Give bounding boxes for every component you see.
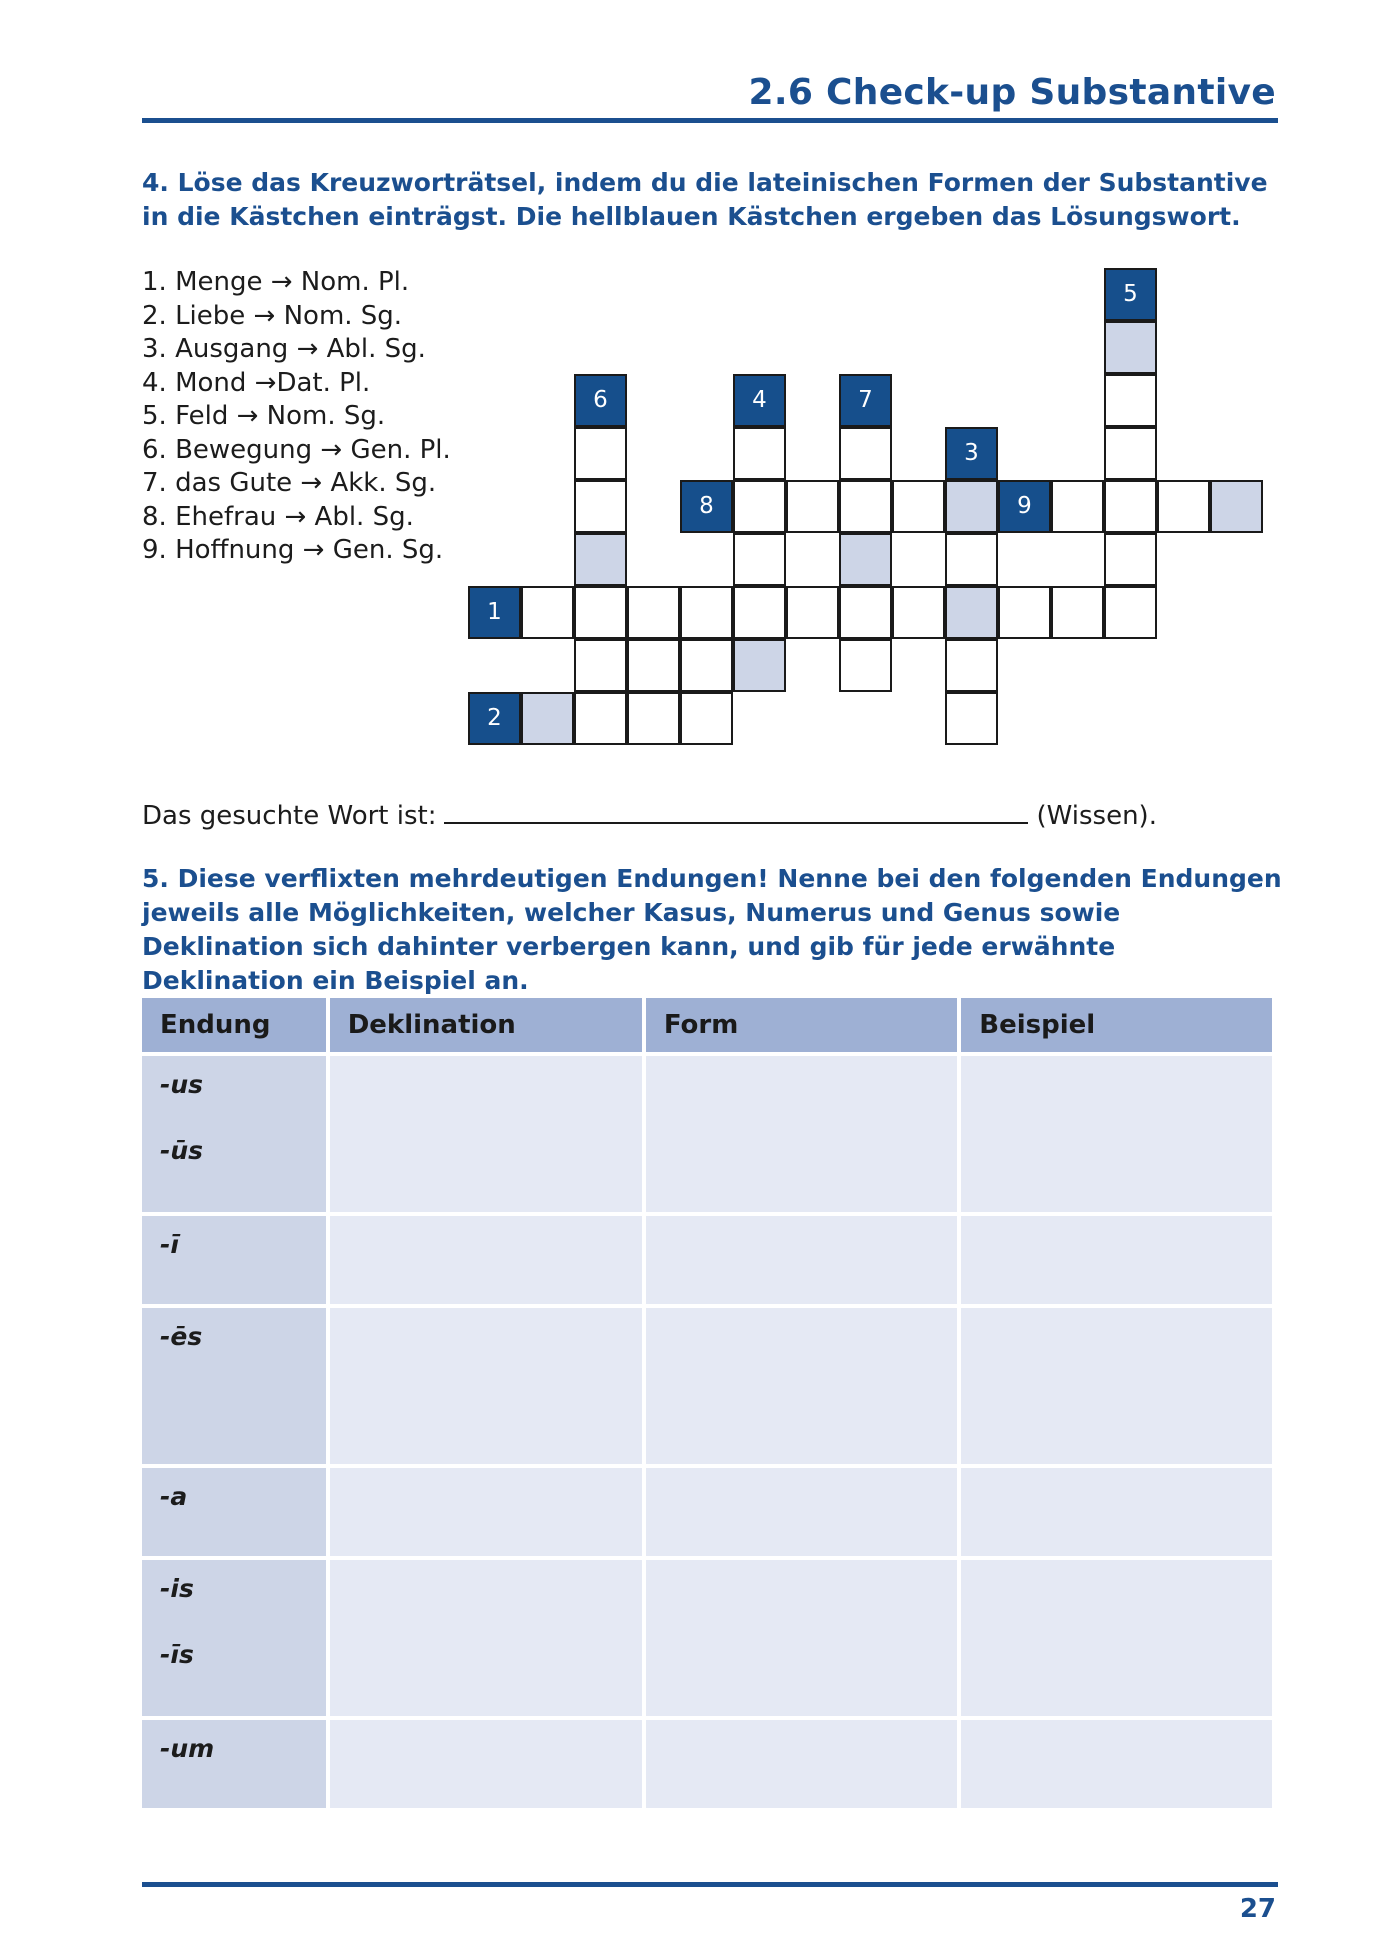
crossword-cell[interactable]	[1104, 480, 1157, 533]
deklination-cell[interactable]	[330, 1056, 642, 1212]
crossword-cell[interactable]	[839, 639, 892, 692]
deklination-cell[interactable]	[330, 1468, 642, 1556]
beispiel-cell[interactable]	[961, 1308, 1272, 1464]
crossword-number-cell: 9	[998, 480, 1051, 533]
clue-item: 5. Feld → Nom. Sg.	[142, 401, 386, 431]
header-endung: Endung	[142, 998, 326, 1052]
crossword-solution-cell[interactable]	[574, 533, 627, 586]
table-row	[142, 1216, 1272, 1304]
clue-item: 7. das Gute → Akk. Sg.	[142, 468, 437, 498]
answer-prefix: Das gesuchte Wort ist:	[142, 801, 437, 831]
crossword-number-cell: 4	[733, 374, 786, 427]
crossword-cell[interactable]	[733, 480, 786, 533]
crossword-cell[interactable]	[574, 639, 627, 692]
crossword-cell[interactable]	[627, 586, 680, 639]
clue-item: 6. Bewegung → Gen. Pl.	[142, 434, 451, 465]
crossword-cell[interactable]	[680, 639, 733, 692]
clue-item: 8. Ehefrau → Abl. Sg.	[142, 501, 414, 532]
ending-cell	[142, 1216, 326, 1304]
clue-item: 4. Mond →Dat. Pl.	[142, 367, 371, 398]
ending-label: -a	[160, 1482, 188, 1511]
deklination-cell[interactable]	[330, 1308, 642, 1464]
clue-item: 2. Liebe → Nom. Sg.	[142, 300, 403, 331]
crossword-solution-cell[interactable]	[1210, 480, 1263, 533]
crossword-number-cell: 3	[945, 427, 998, 480]
crossword-solution-cell[interactable]	[733, 639, 786, 692]
clue-item: 9. Hoffnung → Gen. Sg.	[142, 535, 444, 565]
crossword-cell[interactable]	[839, 586, 892, 639]
crossword-solution-cell[interactable]	[1104, 321, 1157, 374]
crossword-cell[interactable]	[1104, 533, 1157, 586]
beispiel-cell[interactable]	[961, 1468, 1272, 1556]
answer-suffix: (Wissen).	[1036, 801, 1157, 831]
ending-label: -īs	[160, 1640, 194, 1669]
crossword-cell[interactable]	[680, 692, 733, 745]
form-cell[interactable]	[646, 1720, 957, 1808]
crossword-cell[interactable]	[574, 692, 627, 745]
crossword-cell[interactable]	[574, 480, 627, 533]
beispiel-cell[interactable]	[961, 1720, 1272, 1808]
ending-label: -um	[160, 1734, 215, 1763]
page-number: 27	[1239, 1894, 1276, 1924]
clue-item: 3. Ausgang → Abl. Sg.	[142, 334, 426, 364]
table-row	[142, 1468, 1272, 1556]
crossword-cell[interactable]	[574, 427, 627, 480]
ending-cell	[142, 1056, 326, 1212]
crossword-cell[interactable]	[521, 586, 574, 639]
header-form: Form	[646, 998, 957, 1052]
crossword-cell[interactable]	[945, 692, 998, 745]
ending-label: -us	[160, 1070, 204, 1099]
beispiel-cell[interactable]	[961, 1216, 1272, 1304]
crossword-cell[interactable]	[680, 586, 733, 639]
crossword-number-cell: 1	[468, 586, 521, 639]
crossword-solution-cell[interactable]	[521, 692, 574, 745]
form-cell[interactable]	[646, 1560, 957, 1716]
crossword-cell[interactable]	[627, 692, 680, 745]
crossword-cell[interactable]	[733, 427, 786, 480]
form-cell[interactable]	[646, 1216, 957, 1304]
ending-cell	[142, 1468, 326, 1556]
task-4-instruction: 4. Löse das Kreuzworträtsel, indem du die lateinischen Formen der Substantive in die Kästchen einträgst. Die hellblauen Kästchen ergeben das Lösungswort.	[142, 168, 1268, 231]
header-beispiel: Beispiel	[961, 998, 1272, 1052]
crossword-number-cell: 5	[1104, 268, 1157, 321]
crossword-cell[interactable]	[1051, 480, 1104, 533]
crossword-number-cell: 6	[574, 374, 627, 427]
crossword-solution-cell[interactable]	[945, 586, 998, 639]
form-cell[interactable]	[646, 1468, 957, 1556]
crossword-number-cell: 2	[468, 692, 521, 745]
crossword-cell[interactable]	[574, 586, 627, 639]
crossword-cell[interactable]	[945, 533, 998, 586]
crossword-cell[interactable]	[892, 480, 945, 533]
form-cell[interactable]	[646, 1056, 957, 1212]
crossword-cell[interactable]	[1051, 586, 1104, 639]
crossword-cell[interactable]	[733, 533, 786, 586]
crossword-number-cell: 7	[839, 374, 892, 427]
table-row	[142, 1560, 1272, 1716]
ending-cell	[142, 1308, 326, 1464]
crossword-cell[interactable]	[1157, 480, 1210, 533]
crossword-solution-cell[interactable]	[945, 480, 998, 533]
endings-table	[138, 994, 1276, 1812]
deklination-cell[interactable]	[330, 1720, 642, 1808]
crossword-cell[interactable]	[786, 480, 839, 533]
crossword-cell[interactable]	[733, 586, 786, 639]
header-deklination: Deklination	[330, 998, 642, 1052]
table-row	[142, 1720, 1272, 1808]
ending-cell	[142, 1720, 326, 1808]
crossword-cell[interactable]	[1104, 374, 1157, 427]
crossword-solution-cell[interactable]	[839, 533, 892, 586]
beispiel-cell[interactable]	[961, 1056, 1272, 1212]
ending-label: -ī	[160, 1230, 179, 1259]
deklination-cell[interactable]	[330, 1216, 642, 1304]
crossword-cell[interactable]	[998, 586, 1051, 639]
ending-label: -is	[160, 1574, 194, 1603]
crossword-cell[interactable]	[945, 639, 998, 692]
ending-label: -ēs	[160, 1322, 203, 1351]
crossword-cell[interactable]	[839, 480, 892, 533]
form-cell[interactable]	[646, 1308, 957, 1464]
page-title: 2.6 Check-up Substantive	[748, 72, 1276, 113]
clue-list	[142, 266, 451, 568]
table-row	[142, 1056, 1272, 1212]
table-row	[142, 1308, 1272, 1464]
crossword-cell[interactable]	[786, 586, 839, 639]
answer-line	[142, 796, 1157, 831]
task-5-instruction: 5. Diese verflixten mehrdeutigen Endungen! Nenne bei den folgenden Endungen jeweils alle Möglichkeiten, welcher Kasus, Numerus und Genus sowie Deklination sich dahinter verbergen kann, und gib für jede erwähnte Deklination ein Beispiel an.	[142, 864, 1282, 995]
ending-label: -ūs	[160, 1136, 204, 1165]
crossword-number-cell: 8	[680, 480, 733, 533]
crossword-cell[interactable]	[839, 427, 892, 480]
ending-cell	[142, 1560, 326, 1716]
beispiel-cell[interactable]	[961, 1560, 1272, 1716]
crossword-cell[interactable]	[627, 639, 680, 692]
crossword-cell[interactable]	[1104, 427, 1157, 480]
crossword-cell[interactable]	[1104, 586, 1157, 639]
clue-item: 1. Menge → Nom. Pl.	[142, 267, 410, 297]
footer-rule	[142, 1882, 1278, 1887]
header-rule	[142, 118, 1278, 123]
answer-blank[interactable]	[444, 796, 1028, 824]
crossword-cell[interactable]	[892, 586, 945, 639]
deklination-cell[interactable]	[330, 1560, 642, 1716]
table-header-row	[142, 998, 1272, 1052]
